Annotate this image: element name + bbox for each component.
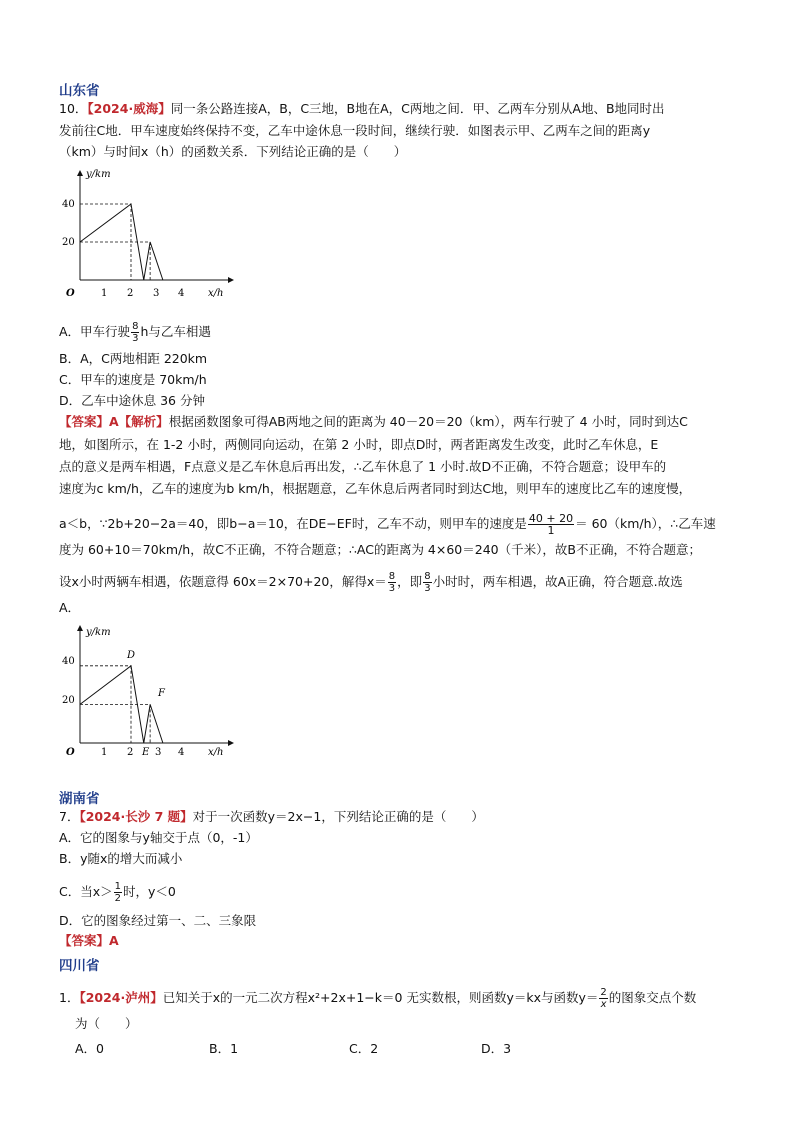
x-axis-arrow (228, 277, 234, 283)
fraction-denominator: 3 (424, 583, 431, 594)
fraction-numerator: 8 (424, 571, 431, 582)
solution-fraction-2 (423, 571, 431, 594)
q10-option-a-text: A．甲车行驶 (59, 324, 131, 339)
x-axis-label: x/h (208, 288, 224, 299)
x-tick-4: 4 (178, 288, 185, 299)
q10-solution-text7a: 设x小时两辆车相遇，依题意得 60x＝2×70+20，解得x＝ (59, 574, 387, 589)
x-tick-3: 3 (155, 747, 162, 758)
q10-solution-line2: 地，如图所示，在 1-2 小时，两侧同向运动，在第 2 小时，即点D时，两者距离发生改变，此时乙车休息，E (59, 437, 659, 452)
q1-source-tag: 【2024·泸州】 (79, 990, 163, 1005)
x-tick-2: 2 (127, 288, 134, 299)
q10-option-d[interactable]: D．乙车中途休息 36 分钟 (59, 393, 205, 408)
q10-solution-line6: 度为 60+10＝70km/h，故C不正确，不符合题意；∴AC的距离为 4×60＝240（千米），故B不正确，不符合题意； (59, 542, 701, 557)
q7-option-c-fraction (114, 881, 122, 904)
q10-stem-text1: 同一条公路连接A，B，C三地，B地在A，C两地之间．甲、乙两车分别从A地、B地同时出 (170, 101, 665, 116)
q1-option-b[interactable]: B．1 (209, 1041, 239, 1056)
speed-fraction (528, 513, 574, 536)
q1-option-d[interactable]: D．3 (481, 1041, 512, 1056)
section-heading-sichuan: 四川省 (59, 958, 100, 974)
q10-source-tag: 【2024·威海】 (87, 101, 171, 116)
fraction-denominator: x (600, 999, 607, 1010)
origin-label: O (66, 747, 75, 758)
q1-stem-line2: 为（ ） (75, 1016, 138, 1031)
fraction-numerator: 8 (388, 571, 396, 582)
q10-stem-line3: （km）与时间x（h）的函数关系．下列结论正确的是（ ） (59, 144, 407, 159)
q10-solution-graph (58, 623, 238, 758)
q10-option-a-text-end: h与乙车相遇 (140, 324, 211, 339)
q1-option-a[interactable]: A．0 (75, 1041, 105, 1056)
x-tick-4: 4 (178, 747, 185, 758)
q10-solution-text7b: ，即 (397, 574, 423, 589)
q10-answer-tag: 【答案】A【解析】 (59, 414, 169, 429)
q7-option-c-text: C．当x＞ (59, 884, 113, 899)
x-tick-2: 2 (127, 747, 134, 758)
q10-number: 10． (59, 101, 88, 116)
q10-option-a[interactable] (59, 321, 211, 344)
y-tick-20: 20 (62, 237, 75, 248)
q1-number: 1． (59, 990, 80, 1005)
q7-option-b[interactable]: B．y随x的增大而减小 (59, 851, 183, 866)
q7-option-d[interactable]: D．它的图象经过第一、二、三象限 (59, 913, 257, 928)
origin-label: O (66, 288, 75, 299)
fraction-denominator: 3 (388, 583, 396, 594)
y-axis-label: y/km (86, 169, 111, 180)
fraction-numerator: 8 (132, 321, 139, 332)
fraction-numerator: 2 (600, 987, 607, 998)
section-heading-hunan: 湖南省 (59, 791, 100, 807)
q10-option-c[interactable]: C．甲车的速度是 70km/h (59, 372, 207, 387)
fraction-numerator: 40 + 20 (528, 512, 574, 525)
q7-option-c[interactable] (59, 881, 176, 904)
q10-solution-line1 (59, 414, 688, 430)
q7-source-tag: 【2024·长沙 7 题】 (79, 809, 193, 824)
q10-solution-line5 (59, 513, 716, 536)
x-tick-3: 3 (153, 288, 160, 299)
q7-answer: 【答案】A (59, 933, 119, 948)
q10-solution-line7 (59, 571, 683, 594)
q7-number: 7． (59, 809, 80, 824)
fraction-numerator: 1 (114, 881, 122, 892)
q10-option-a-fraction (131, 321, 139, 344)
point-d-label: D (127, 650, 136, 661)
x-axis-label: x/h (208, 747, 224, 758)
q10-solution-line8: A． (59, 600, 81, 615)
y-axis-label: y/km (86, 627, 111, 638)
q1-stem-line1 (59, 987, 696, 1010)
x-axis-arrow (228, 740, 234, 746)
x-tick-1: 1 (101, 288, 108, 299)
q10-solution-line4: 速度为c km/h，乙车的速度为b km/h，根据题意，乙车休息后两者同时到达C地，则甲车的速度比乙车的速度慢， (59, 481, 692, 496)
y-tick-40: 40 (62, 656, 75, 667)
q10-solution-text1: 根据函数图象可得AB两地之间的距离为 40－20＝20（km），两车行驶了 4 小时，同时到达C (168, 414, 688, 429)
point-f-label: F (158, 688, 165, 699)
fraction-denominator: 1 (547, 524, 555, 537)
fraction-denominator: 2 (114, 893, 122, 904)
q7-option-c-text-end: 时，y＜0 (123, 884, 176, 899)
q10-solution-text5a: a＜b，∵2b+20−2a＝40，即b−a＝10，在DE−EF时，乙车不动，则甲车的速度是 (59, 516, 527, 531)
q1-stem-text: 已知关于x的一元二次方程x²+2x+1−k＝0 无实数根，则函数y＝kx与函数y＝ (162, 990, 599, 1005)
fraction-denominator: 3 (132, 333, 139, 344)
q7-stem (59, 809, 484, 825)
y-tick-40: 40 (62, 199, 75, 210)
q7-option-a[interactable]: A．它的图象与y轴交于点（0，-1） (59, 830, 258, 845)
point-e-label: E (142, 747, 150, 758)
q10-solution-text5b: ＝ 60（km/h），∴乙车速 (575, 516, 716, 531)
q10-stem-line1 (59, 101, 665, 117)
q1-stem-text-end: 的图象交点个数 (608, 990, 697, 1005)
section-heading-shandong: 山东省 (59, 83, 100, 99)
q10-distance-time-graph (58, 168, 238, 303)
y-tick-20: 20 (62, 695, 75, 706)
q10-stem-line2: 发前往C地．甲车速度始终保持不变，乙车中途休息一段时间，继续行驶．如图表示甲、乙两车之间的距离y (59, 123, 651, 138)
solution-fraction-1 (388, 571, 396, 594)
x-tick-1: 1 (101, 747, 108, 758)
q10-solution-text7c: 小时时，两车相遇，故A正确，符合题意.故选 (432, 574, 683, 589)
q1-option-c[interactable]: C．2 (349, 1041, 379, 1056)
y-axis-arrow (77, 170, 83, 176)
q1-fraction (599, 987, 607, 1010)
q10-option-b[interactable]: B．A，C两地相距 220km (59, 351, 208, 366)
q10-solution-line3: 点的意义是两车相遇，F点意义是乙车休息后再出发，∴乙车休息了 1 小时.故D不正确，不符合题意；设甲车的 (59, 459, 667, 474)
q7-stem-text: 对于一次函数y＝2x−1，下列结论正确的是（ ） (192, 809, 484, 824)
y-axis-arrow (77, 625, 83, 631)
